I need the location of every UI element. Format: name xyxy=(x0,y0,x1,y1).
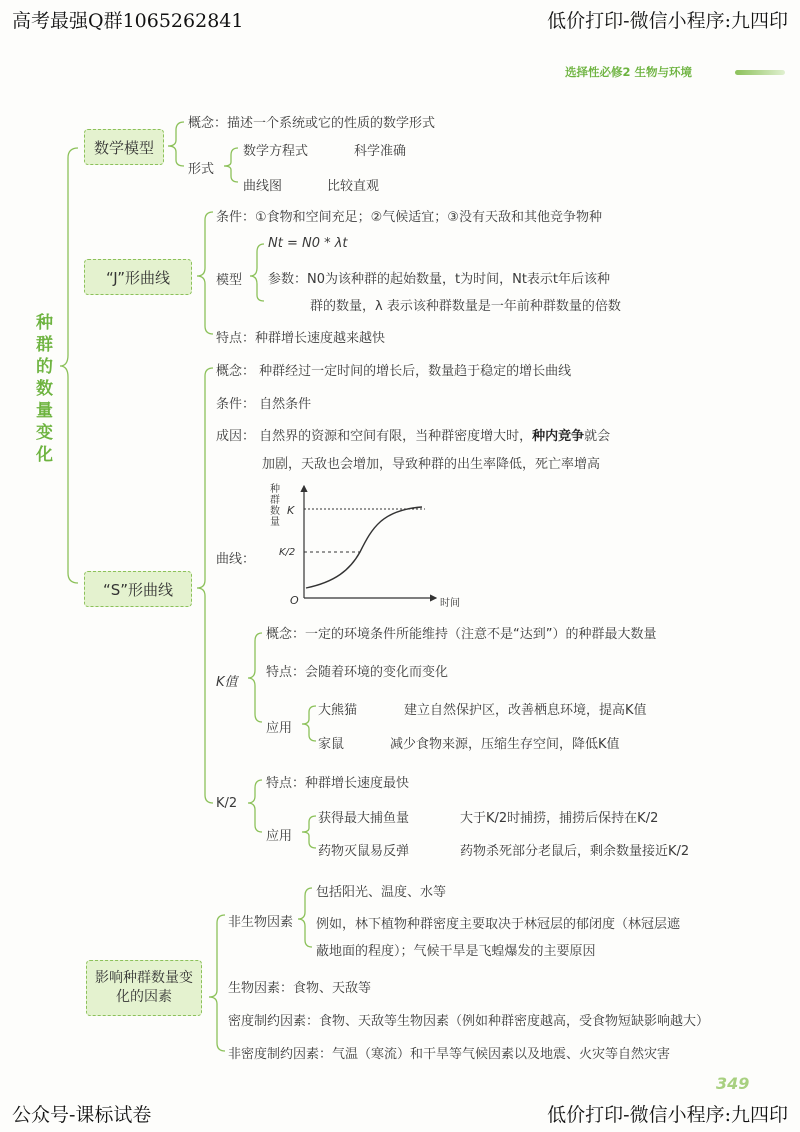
k-label: K值 xyxy=(216,675,238,690)
header-left: 高考最强Q群1065262841 xyxy=(12,10,244,32)
k-app2: 家鼠 xyxy=(318,737,345,752)
footer-right: 低价打印-微信小程序:九四印 xyxy=(547,1104,788,1126)
graph-xlabel: 时间 xyxy=(440,598,460,609)
s-curve-label: 曲线： xyxy=(216,552,256,567)
root-title: 种群的数量变化 xyxy=(36,313,53,465)
header-right: 低价打印-微信小程序:九四印 xyxy=(547,10,788,32)
factors-density-dependent: 密度制约因素：食物、天敌等生物因素（例如种群密度越高，受食物短缺影响越大） xyxy=(228,1014,710,1029)
j-curve-box: “J”形曲线 xyxy=(84,259,192,295)
k-concept: 概念：一定的环境条件所能维持（注意不是“达到”）的种群最大数量 xyxy=(266,627,657,642)
factors-abiotic2-line1: 例如，林下植物种群密度主要取决于林冠层的郁闭度（林冠层遮 xyxy=(316,917,681,932)
math-model-box: 数学模型 xyxy=(84,129,164,165)
math-model-form1-note: 科学准确 xyxy=(354,144,407,159)
math-model-form2-note: 比较直观 xyxy=(327,179,380,194)
footer-left: 公众号-课标试卷 xyxy=(12,1104,152,1126)
factors-abiotic1: 包括阳光、温度、水等 xyxy=(316,885,447,900)
factors-abiotic2-line2: 蔽地面的程度）；气候干旱是飞蝗爆发的主要原因 xyxy=(316,944,596,959)
graph-s-curve xyxy=(306,507,422,588)
k-app1-note: 建立自然保护区，改善栖息环境，提高K值 xyxy=(404,703,647,718)
math-model-form1: 数学方程式 xyxy=(243,144,309,159)
graph-origin-label: O xyxy=(290,594,299,607)
s-cause-bold: 种内竞争 xyxy=(532,429,585,444)
s-curve-graph xyxy=(290,480,450,610)
page-number: 349 xyxy=(716,1074,750,1093)
k2-feature: 特点：种群增长速度最快 xyxy=(266,776,410,791)
k-app1: 大熊猫 xyxy=(318,703,358,718)
factors-box: 影响种群数量变化的因素 xyxy=(86,960,202,1016)
k2-app1: 获得最大捕鱼量 xyxy=(318,811,410,826)
s-cause-line1 xyxy=(216,425,610,444)
j-formula: Nt = N0 * λt xyxy=(268,236,348,251)
math-model-form-label: 形式 xyxy=(188,162,215,177)
factors-density-independent: 非密度制约因素：气温（寒流）和干旱等气候因素以及地震、火灾等自然灾害 xyxy=(228,1047,671,1062)
s-cause-suffix: 就会 xyxy=(584,429,611,444)
math-model-form2: 曲线图 xyxy=(243,179,283,194)
graph-k2-label: K/2 xyxy=(279,547,296,558)
j-params-line1: 参数：N0为该种群的起始数量，t为时间，Nt表示t年后该种 xyxy=(268,272,611,287)
j-model-label: 模型 xyxy=(216,273,243,288)
k2-app-label: 应用 xyxy=(266,829,293,844)
section-label: 选择性必修2 生物与环境 xyxy=(565,65,693,79)
s-cause-line2: 加剧，天敌也会增加，导致种群的出生率降低，死亡率增高 xyxy=(262,457,601,472)
k2-app2-note: 药物杀死部分老鼠后，剩余数量接近K/2 xyxy=(460,844,690,859)
k2-app1-note: 大于K/2时捕捞，捕捞后保持在K/2 xyxy=(460,811,659,826)
j-params-line2: 群的数量，λ 表示该种群数量是一年前种群数量的倍数 xyxy=(310,299,621,314)
graph-ylabel: 种群数量 xyxy=(270,484,280,528)
graph-k-label: K xyxy=(287,504,295,517)
k-app2-note: 减少食物来源，压缩生存空间，降低K值 xyxy=(390,737,620,752)
k-feature: 特点：会随着环境的变化而变化 xyxy=(266,665,449,680)
factors-abiotic-label: 非生物因素 xyxy=(228,915,294,930)
j-condition: 条件：①食物和空间充足；②气候适宜；③没有天敌和其他竞争物种 xyxy=(216,210,602,225)
math-model-concept: 概念：描述一个系统或它的性质的数学形式 xyxy=(188,116,436,131)
s-concept: 概念： 种群经过一定时间的增长后，数量趋于稳定的增长曲线 xyxy=(216,364,572,379)
k2-label: K/2 xyxy=(216,796,238,811)
k-app-label: 应用 xyxy=(266,721,293,736)
s-cause-prefix: 成因： 自然界的资源和空间有限，当种群密度增大时， xyxy=(216,429,533,444)
j-feature: 特点：种群增长速度越来越快 xyxy=(216,331,386,346)
factors-biotic: 生物因素：食物、天敌等 xyxy=(228,981,372,996)
s-curve-box: “S”形曲线 xyxy=(84,571,192,607)
s-condition: 条件： 自然条件 xyxy=(216,397,312,412)
k2-app2: 药物灭鼠易反弹 xyxy=(318,844,410,859)
